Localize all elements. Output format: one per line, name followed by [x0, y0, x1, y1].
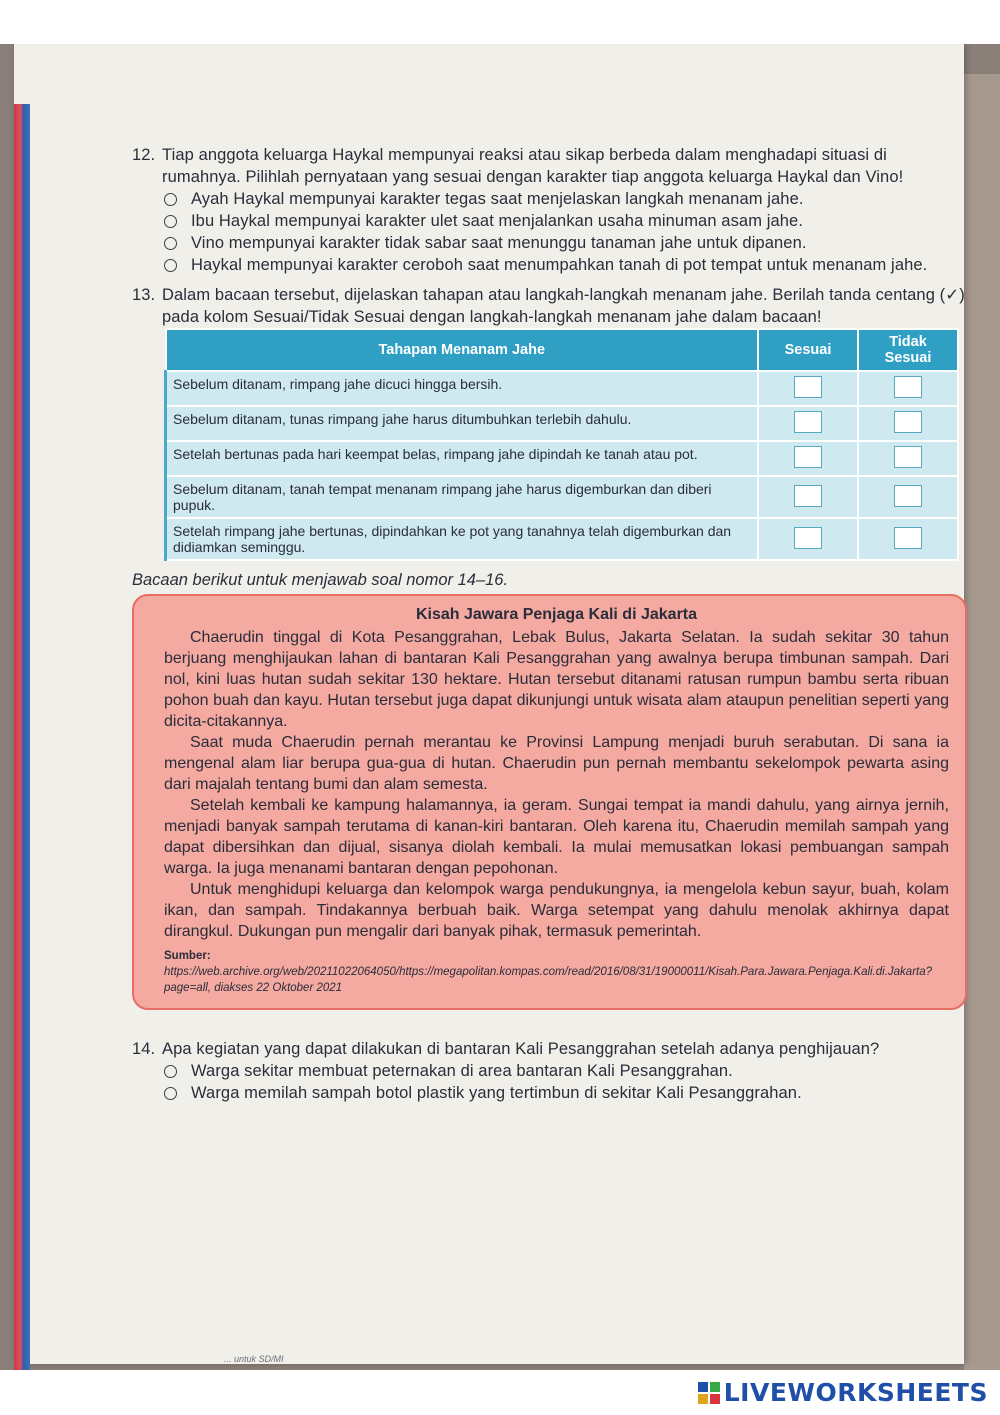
question-text: Dalam bacaan tersebut, dijelaskan tahapan atau langkah-langkah menanam jahe. Berilah tanda centang (✓) pada kolom Sesuai/Tidak Sesuai dengan langkah-langkah menanam jahe dalam bacaan! — [162, 286, 965, 326]
sesuai-checkbox[interactable] — [794, 376, 822, 398]
option-c[interactable] — [164, 232, 967, 254]
tidak-sesuai-checkbox[interactable] — [894, 446, 922, 468]
source-label: Sumber: — [164, 950, 211, 962]
top-margin — [0, 0, 1000, 44]
question-number: 13. — [132, 286, 156, 304]
table-row — [166, 518, 959, 560]
sesuai-cell — [758, 476, 858, 518]
radio-button[interactable] — [164, 215, 177, 228]
table-row — [166, 476, 959, 518]
option-b[interactable] — [164, 1082, 967, 1104]
page-content — [132, 144, 967, 1104]
sesuai-cell — [758, 518, 858, 560]
tidak-sesuai-cell — [858, 441, 958, 476]
task-cell: Sebelum ditanam, tunas rimpang jahe harus ditumbuhkan terlebih dahulu. — [166, 406, 759, 441]
tidak-sesuai-checkbox[interactable] — [894, 485, 922, 507]
option-label: Ibu Haykal mempunyai karakter ulet saat menjalankan usaha minuman asam jahe. — [191, 212, 804, 230]
story-title: Kisah Jawara Penjaga Kali di Jakarta — [415, 606, 698, 623]
brand-bar — [0, 1370, 1000, 1415]
sesuai-checkbox[interactable] — [794, 411, 822, 433]
column-header-sesuai: Sesuai — [758, 329, 858, 371]
sesuai-cell — [758, 441, 858, 476]
sesuai-checkbox[interactable] — [794, 527, 822, 549]
option-label: Ayah Haykal mempunyai karakter tegas saat menjelaskan langkah menanam jahe. — [191, 190, 804, 208]
task-cell: Setelah bertunas pada hari keempat belas, rimpang jahe dipindah ke tanah atau pot. — [166, 441, 759, 476]
table-row — [166, 406, 959, 441]
option-label: Warga memilah sampah botol plastik yang tertimbun di sekitar Kali Pesanggrahan. — [191, 1084, 802, 1102]
worksheet-page — [14, 44, 964, 1364]
logo-icon — [698, 1382, 720, 1404]
option-a[interactable] — [164, 1060, 967, 1082]
page-stack-edge — [964, 74, 1000, 1370]
question-12 — [132, 144, 967, 276]
story-paragraph: Untuk menghidupi keluarga dan kelompok warga pendukungnya, ia mengelola kebun sayur, buah, kolam ikan, dan sampah. Tindakannya berbuah baik. Warga setempat yang dahulu menolak akhirnya dapat dirangkul. Dukungan pun mengalir dari banyak pihak, termasuk pemerintah. — [164, 881, 949, 940]
option-b[interactable] — [164, 210, 967, 232]
source-text: https://web.archive.org/web/20211022064050/https://megapolitan.kompas.com/read/2016/08/31/19000011/Kisah.Para.Jawara.Penjaga.Kali.di.Jakarta?page=all, diakses 22 Oktober 2021 — [164, 966, 933, 994]
page-footer: ... untuk SD/MI — [224, 1354, 284, 1364]
radio-button[interactable] — [164, 259, 177, 272]
question-text: Apa kegiatan yang dapat dilakukan di bantaran Kali Pesanggrahan setelah adanya penghijauan? — [162, 1040, 880, 1058]
reading-intro: Bacaan berikut untuk menjawab soal nomor 14–16. — [132, 571, 509, 589]
sesuai-checkbox[interactable] — [794, 446, 822, 468]
tidak-sesuai-cell — [858, 406, 958, 441]
column-header-tidak-sesuai: Tidak Sesuai — [858, 329, 958, 371]
tidak-sesuai-cell — [858, 518, 958, 560]
task-cell: Sebelum ditanam, tanah tempat menanam rimpang jahe harus digemburkan dan diberi pupuk. — [166, 476, 759, 518]
option-label: Haykal mempunyai karakter ceroboh saat menumpahkan tanah di pot tempat untuk menanam jahe. — [191, 256, 928, 274]
question-14 — [132, 1038, 967, 1104]
story-paragraph: Setelah kembali ke kampung halamannya, ia geram. Sungai tempat ia mandi dahulu, yang airnya jernih, menjadi banyak sampah terutama di kanan-kiri bantaran. Oleh karena itu, Chaerudin memilah sampah yang dapat dibersihkan dan dijual, sisanya diolah kembali. Ia mulai memusatkan lokasi pembuangan sampah warga. Ia juga menanami bantaran dengan pepohonan. — [164, 797, 949, 877]
tidak-sesuai-checkbox[interactable] — [894, 527, 922, 549]
sesuai-checkbox[interactable] — [794, 485, 822, 507]
option-a[interactable] — [164, 188, 967, 210]
question-13 — [132, 284, 967, 328]
story-box — [132, 594, 967, 1010]
task-cell: Setelah rimpang jahe bertunas, dipindahkan ke pot yang tanahnya telah digemburkan dan didiamkan seminggu. — [166, 518, 759, 560]
liveworksheets-logo — [698, 1378, 988, 1407]
book-spine — [14, 104, 30, 1370]
question-number: 12. — [132, 146, 156, 164]
photo-scene — [0, 44, 1000, 1370]
brand-name: LIVEWORKSHEETS — [723, 1378, 988, 1407]
tidak-sesuai-checkbox[interactable] — [894, 411, 922, 433]
tidak-sesuai-cell — [858, 476, 958, 518]
steps-table — [164, 328, 959, 561]
sesuai-cell — [758, 371, 858, 406]
option-d[interactable] — [164, 254, 967, 276]
tidak-sesuai-checkbox[interactable] — [894, 376, 922, 398]
table-row — [166, 371, 959, 406]
story-source — [164, 948, 949, 996]
question-text: Tiap anggota keluarga Haykal mempunyai reaksi atau sikap berbeda dalam menghadapi situasi di rumahnya. Pilihlah pernyataan yang sesuai dengan karakter tiap anggota keluarga Haykal dan Vino! — [162, 146, 904, 186]
option-label: Warga sekitar membuat peternakan di area bantaran Kali Pesanggrahan. — [191, 1062, 733, 1080]
radio-button[interactable] — [164, 1065, 177, 1078]
task-cell: Sebelum ditanam, rimpang jahe dicuci hingga bersih. — [166, 371, 759, 406]
story-paragraph: Saat muda Chaerudin pernah merantau ke Provinsi Lampung menjadi buruh serabutan. Di sana ia mengenal alam liar berupa gua-gua di hutan. Chaerudin pun pernah membantu sekelompok pewarta asing dari majalah tentang bumi dan alam semesta. — [164, 734, 949, 793]
story-paragraph: Chaerudin tinggal di Kota Pesanggrahan, Lebak Bulus, Jakarta Selatan. Ia sudah sekitar 30 tahun berjuang menghijaukan lahan di bantaran Kali Pesanggrahan yang awalnya berupa timbunan sampah. Dari nol, kini luas hutan sudah sekitar 130 hektare. Hutan tersebut ditanami ratusan rumpun bambu serta ribuan pohon buah dan kayu. Hutan tersebut juga dapat dikunjungi untuk wisata alam ataupun penelitian seperti yang dicita-citakannya. — [164, 629, 949, 730]
radio-button[interactable] — [164, 193, 177, 206]
question-number: 14. — [132, 1040, 156, 1058]
sesuai-cell — [758, 406, 858, 441]
radio-button[interactable] — [164, 1087, 177, 1100]
table-row — [166, 441, 959, 476]
tidak-sesuai-cell — [858, 371, 958, 406]
column-header-task: Tahapan Menanam Jahe — [166, 329, 759, 371]
radio-button[interactable] — [164, 237, 177, 250]
option-label: Vino mempunyai karakter tidak sabar saat menunggu tanaman jahe untuk dipanen. — [191, 234, 807, 252]
